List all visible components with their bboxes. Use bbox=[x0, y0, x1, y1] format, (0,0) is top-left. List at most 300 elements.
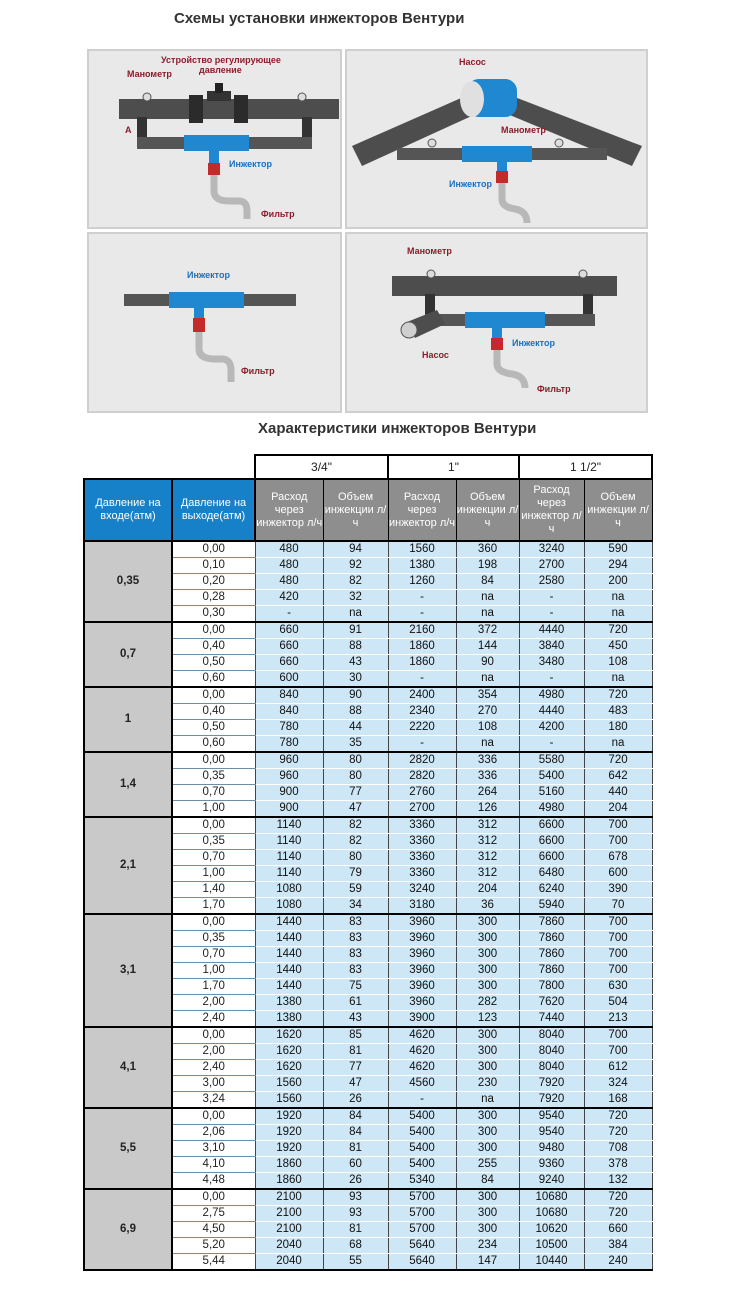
value-cell: - bbox=[255, 606, 323, 623]
outlet-pressure-cell: 1,00 bbox=[172, 801, 255, 818]
value-cell: 720 bbox=[584, 1125, 652, 1141]
value-cell: 7620 bbox=[519, 995, 584, 1011]
outlet-pressure-cell: 0,70 bbox=[172, 785, 255, 801]
filter-label: Фильтр bbox=[261, 209, 295, 219]
outlet-pressure-cell: 5,20 bbox=[172, 1238, 255, 1254]
value-cell: 3360 bbox=[388, 817, 456, 834]
value-cell: 700 bbox=[584, 1027, 652, 1044]
value-cell: 123 bbox=[456, 1011, 519, 1028]
value-cell: 5400 bbox=[388, 1157, 456, 1173]
value-cell: na bbox=[584, 590, 652, 606]
value-cell: 1260 bbox=[388, 574, 456, 590]
value-cell: 1620 bbox=[255, 1027, 323, 1044]
value-cell: 3960 bbox=[388, 963, 456, 979]
value-cell: 47 bbox=[323, 1076, 388, 1092]
value-cell: 720 bbox=[584, 687, 652, 704]
value-cell: 3960 bbox=[388, 995, 456, 1011]
value-cell: 312 bbox=[456, 834, 519, 850]
value-cell: 60 bbox=[323, 1157, 388, 1173]
outlet-pressure-cell: 0,60 bbox=[172, 671, 255, 688]
outlet-pressure-cell: 0,00 bbox=[172, 752, 255, 769]
table-row bbox=[84, 817, 652, 834]
outlet-pressure-cell: 0,40 bbox=[172, 704, 255, 720]
value-cell: 1860 bbox=[388, 639, 456, 655]
outlet-pressure-header: Давление на выходе(атм) bbox=[172, 479, 255, 541]
value-cell: - bbox=[388, 671, 456, 688]
outlet-pressure-cell: 0,00 bbox=[172, 1108, 255, 1125]
value-cell: 960 bbox=[255, 769, 323, 785]
value-cell: - bbox=[388, 736, 456, 753]
outlet-pressure-cell: 1,70 bbox=[172, 898, 255, 915]
value-cell: 79 bbox=[323, 866, 388, 882]
value-cell: 660 bbox=[255, 639, 323, 655]
value-cell: 700 bbox=[584, 947, 652, 963]
value-cell: 1080 bbox=[255, 898, 323, 915]
value-cell: 84 bbox=[323, 1125, 388, 1141]
value-cell: 840 bbox=[255, 687, 323, 704]
value-cell: 80 bbox=[323, 850, 388, 866]
value-cell: 1440 bbox=[255, 931, 323, 947]
value-cell: 480 bbox=[255, 541, 323, 558]
value-cell: 1440 bbox=[255, 963, 323, 979]
value-cell: 70 bbox=[584, 898, 652, 915]
value-cell: 83 bbox=[323, 914, 388, 931]
value-cell: 84 bbox=[323, 1108, 388, 1125]
value-cell: 80 bbox=[323, 752, 388, 769]
value-cell: 8040 bbox=[519, 1044, 584, 1060]
value-cell: 450 bbox=[584, 639, 652, 655]
value-cell: 384 bbox=[584, 1238, 652, 1254]
table-body bbox=[84, 541, 652, 1270]
outlet-pressure-cell: 1,40 bbox=[172, 882, 255, 898]
volume-header-3-4: Объем инжекции л/ч bbox=[323, 479, 388, 541]
value-cell: 83 bbox=[323, 963, 388, 979]
value-cell: 1860 bbox=[255, 1173, 323, 1190]
value-cell: 660 bbox=[255, 622, 323, 639]
value-cell: 3480 bbox=[519, 655, 584, 671]
value-cell: 80 bbox=[323, 769, 388, 785]
value-cell: 2040 bbox=[255, 1238, 323, 1254]
value-cell: 204 bbox=[456, 882, 519, 898]
outlet-pressure-cell: 0,00 bbox=[172, 1189, 255, 1206]
value-cell: 82 bbox=[323, 574, 388, 590]
value-cell: - bbox=[519, 590, 584, 606]
diagram-pump-manifold bbox=[345, 232, 648, 413]
value-cell: 81 bbox=[323, 1141, 388, 1157]
outlet-pressure-cell: 0,00 bbox=[172, 1027, 255, 1044]
value-cell: 270 bbox=[456, 704, 519, 720]
value-cell: 91 bbox=[323, 622, 388, 639]
value-cell: 1620 bbox=[255, 1060, 323, 1076]
outlet-pressure-cell: 1,70 bbox=[172, 979, 255, 995]
value-cell: 480 bbox=[255, 574, 323, 590]
value-cell: 300 bbox=[456, 979, 519, 995]
outlet-pressure-cell: 0,50 bbox=[172, 720, 255, 736]
value-cell: 780 bbox=[255, 720, 323, 736]
size-header-1-1-2: 1 1/2" bbox=[519, 455, 652, 479]
value-cell: 700 bbox=[584, 914, 652, 931]
value-cell: 43 bbox=[323, 1011, 388, 1028]
value-cell: - bbox=[519, 736, 584, 753]
value-cell: - bbox=[388, 590, 456, 606]
injector-label-2: Инжектор bbox=[449, 179, 492, 189]
value-cell: 1920 bbox=[255, 1141, 323, 1157]
filter-label-4: Фильтр bbox=[537, 384, 571, 394]
value-cell: 5580 bbox=[519, 752, 584, 769]
value-cell: 336 bbox=[456, 769, 519, 785]
schemes-title: Схемы установки инжекторов Вентури bbox=[174, 10, 465, 27]
outlet-pressure-cell: 0,50 bbox=[172, 655, 255, 671]
value-cell: 1140 bbox=[255, 834, 323, 850]
value-cell: 700 bbox=[584, 931, 652, 947]
manometer-label-2: Манометр bbox=[501, 125, 546, 135]
value-cell: 44 bbox=[323, 720, 388, 736]
value-cell: 83 bbox=[323, 931, 388, 947]
value-cell: 5160 bbox=[519, 785, 584, 801]
value-cell: na bbox=[456, 1092, 519, 1109]
value-cell: 7800 bbox=[519, 979, 584, 995]
value-cell: 1560 bbox=[255, 1092, 323, 1109]
outlet-pressure-cell: 3,10 bbox=[172, 1141, 255, 1157]
value-cell: 720 bbox=[584, 1108, 652, 1125]
value-cell: 1560 bbox=[388, 541, 456, 558]
outlet-pressure-cell: 0,00 bbox=[172, 541, 255, 558]
value-cell: 88 bbox=[323, 704, 388, 720]
value-cell: 282 bbox=[456, 995, 519, 1011]
value-cell: 1620 bbox=[255, 1044, 323, 1060]
value-cell: 10500 bbox=[519, 1238, 584, 1254]
value-cell: 1380 bbox=[255, 995, 323, 1011]
pump-label: Насос bbox=[459, 57, 486, 67]
value-cell: 3240 bbox=[388, 882, 456, 898]
value-cell: 642 bbox=[584, 769, 652, 785]
value-cell: 2160 bbox=[388, 622, 456, 639]
value-cell: - bbox=[519, 671, 584, 688]
value-cell: 240 bbox=[584, 1254, 652, 1271]
value-cell: 234 bbox=[456, 1238, 519, 1254]
value-cell: 180 bbox=[584, 720, 652, 736]
value-cell: 4560 bbox=[388, 1076, 456, 1092]
value-cell: 300 bbox=[456, 1141, 519, 1157]
inlet-pressure-cell: 1,4 bbox=[84, 752, 172, 817]
value-cell: 1380 bbox=[255, 1011, 323, 1028]
value-cell: 2580 bbox=[519, 574, 584, 590]
value-cell: - bbox=[388, 1092, 456, 1109]
value-cell: 1140 bbox=[255, 850, 323, 866]
value-cell: 1380 bbox=[388, 558, 456, 574]
value-cell: 7860 bbox=[519, 947, 584, 963]
outlet-pressure-cell: 0,35 bbox=[172, 834, 255, 850]
value-cell: 1920 bbox=[255, 1108, 323, 1125]
value-cell: 6600 bbox=[519, 850, 584, 866]
installation-diagrams bbox=[87, 49, 648, 413]
value-cell: 8040 bbox=[519, 1027, 584, 1044]
value-cell: 90 bbox=[456, 655, 519, 671]
outlet-pressure-cell: 2,75 bbox=[172, 1206, 255, 1222]
value-cell: 82 bbox=[323, 817, 388, 834]
regulator-label-2: давление bbox=[199, 65, 242, 75]
value-cell: 10440 bbox=[519, 1254, 584, 1271]
value-cell: 9360 bbox=[519, 1157, 584, 1173]
value-cell: 590 bbox=[584, 541, 652, 558]
value-cell: 5640 bbox=[388, 1254, 456, 1271]
header-blank bbox=[84, 455, 255, 479]
characteristics-title: Характеристики инжекторов Вентури bbox=[258, 420, 537, 437]
outlet-pressure-cell: 0,00 bbox=[172, 622, 255, 639]
value-cell: na bbox=[584, 671, 652, 688]
value-cell: 36 bbox=[456, 898, 519, 915]
value-cell: 300 bbox=[456, 1108, 519, 1125]
value-cell: 9540 bbox=[519, 1108, 584, 1125]
table-row bbox=[84, 622, 652, 639]
value-cell: 132 bbox=[584, 1173, 652, 1190]
value-cell: na bbox=[323, 606, 388, 623]
value-cell: 4620 bbox=[388, 1060, 456, 1076]
diagram-pump-bypass bbox=[345, 49, 648, 229]
value-cell: 7860 bbox=[519, 963, 584, 979]
value-cell: 85 bbox=[323, 1027, 388, 1044]
value-cell: - bbox=[388, 606, 456, 623]
injector-label-3: Инжектор bbox=[187, 270, 230, 280]
value-cell: 230 bbox=[456, 1076, 519, 1092]
value-cell: 2400 bbox=[388, 687, 456, 704]
value-cell: 3360 bbox=[388, 834, 456, 850]
value-cell: 378 bbox=[584, 1157, 652, 1173]
outlet-pressure-cell: 0,70 bbox=[172, 850, 255, 866]
value-cell: 720 bbox=[584, 622, 652, 639]
value-cell: 34 bbox=[323, 898, 388, 915]
value-cell: 83 bbox=[323, 947, 388, 963]
outlet-pressure-cell: 0,70 bbox=[172, 947, 255, 963]
flow-header-1-1-2: Расход через инжектор л/ч bbox=[519, 479, 584, 541]
value-cell: 300 bbox=[456, 963, 519, 979]
value-cell: 61 bbox=[323, 995, 388, 1011]
value-cell: 7440 bbox=[519, 1011, 584, 1028]
value-cell: 7920 bbox=[519, 1076, 584, 1092]
outlet-pressure-cell: 0,40 bbox=[172, 639, 255, 655]
value-cell: 75 bbox=[323, 979, 388, 995]
flow-header-1: Расход через инжектор л/ч bbox=[388, 479, 456, 541]
value-cell: 198 bbox=[456, 558, 519, 574]
value-cell: 3960 bbox=[388, 914, 456, 931]
value-cell: 10680 bbox=[519, 1206, 584, 1222]
value-cell: 3960 bbox=[388, 979, 456, 995]
value-cell: 204 bbox=[584, 801, 652, 818]
value-cell: 1860 bbox=[255, 1157, 323, 1173]
value-cell: 300 bbox=[456, 914, 519, 931]
value-cell: 300 bbox=[456, 1060, 519, 1076]
value-cell: 147 bbox=[456, 1254, 519, 1271]
table-row bbox=[84, 541, 652, 558]
pump-label-4: Насос bbox=[422, 350, 449, 360]
value-cell: 420 bbox=[255, 590, 323, 606]
value-cell: 294 bbox=[584, 558, 652, 574]
value-cell: 92 bbox=[323, 558, 388, 574]
outlet-pressure-cell: 0,60 bbox=[172, 736, 255, 753]
value-cell: 336 bbox=[456, 752, 519, 769]
value-cell: 10620 bbox=[519, 1222, 584, 1238]
outlet-pressure-cell: 3,00 bbox=[172, 1076, 255, 1092]
value-cell: 5700 bbox=[388, 1206, 456, 1222]
value-cell: 678 bbox=[584, 850, 652, 866]
value-cell: 3240 bbox=[519, 541, 584, 558]
value-cell: na bbox=[456, 590, 519, 606]
diagram-bypass-regulator bbox=[87, 49, 342, 229]
outlet-pressure-cell: 0,30 bbox=[172, 606, 255, 623]
value-cell: 4440 bbox=[519, 622, 584, 639]
value-cell: 200 bbox=[584, 574, 652, 590]
value-cell: 390 bbox=[584, 882, 652, 898]
value-cell: 354 bbox=[456, 687, 519, 704]
value-cell: 3960 bbox=[388, 931, 456, 947]
value-cell: 108 bbox=[456, 720, 519, 736]
value-cell: 47 bbox=[323, 801, 388, 818]
value-cell: 2820 bbox=[388, 752, 456, 769]
value-cell: 504 bbox=[584, 995, 652, 1011]
outlet-pressure-cell: 0,35 bbox=[172, 931, 255, 947]
value-cell: 30 bbox=[323, 671, 388, 688]
value-cell: 300 bbox=[456, 947, 519, 963]
value-cell: na bbox=[456, 671, 519, 688]
value-cell: 600 bbox=[584, 866, 652, 882]
point-a-label: A bbox=[125, 125, 132, 135]
value-cell: 2700 bbox=[388, 801, 456, 818]
size-header-1: 1" bbox=[388, 455, 519, 479]
inlet-pressure-cell: 5,5 bbox=[84, 1108, 172, 1189]
value-cell: na bbox=[584, 736, 652, 753]
value-cell: 300 bbox=[456, 931, 519, 947]
inlet-pressure-cell: 6,9 bbox=[84, 1189, 172, 1270]
value-cell: 6240 bbox=[519, 882, 584, 898]
value-cell: 7860 bbox=[519, 931, 584, 947]
value-cell: 84 bbox=[456, 1173, 519, 1190]
value-cell: 9480 bbox=[519, 1141, 584, 1157]
value-cell: 213 bbox=[584, 1011, 652, 1028]
value-cell: 1860 bbox=[388, 655, 456, 671]
value-cell: 8040 bbox=[519, 1060, 584, 1076]
value-cell: 3960 bbox=[388, 947, 456, 963]
value-cell: 77 bbox=[323, 1060, 388, 1076]
value-cell: 2100 bbox=[255, 1206, 323, 1222]
value-cell: 1140 bbox=[255, 866, 323, 882]
injector-characteristics-table bbox=[83, 454, 653, 1271]
value-cell: 960 bbox=[255, 752, 323, 769]
value-cell: 300 bbox=[456, 1206, 519, 1222]
table-row bbox=[84, 1189, 652, 1206]
value-cell: 108 bbox=[584, 655, 652, 671]
value-cell: 1440 bbox=[255, 914, 323, 931]
outlet-pressure-cell: 2,00 bbox=[172, 1044, 255, 1060]
value-cell: 720 bbox=[584, 1206, 652, 1222]
value-cell: 312 bbox=[456, 866, 519, 882]
value-cell: 82 bbox=[323, 834, 388, 850]
value-cell: 168 bbox=[584, 1092, 652, 1109]
value-cell: na bbox=[456, 606, 519, 623]
outlet-pressure-cell: 4,48 bbox=[172, 1173, 255, 1190]
value-cell: 5400 bbox=[388, 1125, 456, 1141]
value-cell: 700 bbox=[584, 817, 652, 834]
value-cell: 840 bbox=[255, 704, 323, 720]
value-cell: 600 bbox=[255, 671, 323, 688]
value-cell: 10680 bbox=[519, 1189, 584, 1206]
size-header-3-4: 3/4" bbox=[255, 455, 388, 479]
value-cell: 5400 bbox=[388, 1141, 456, 1157]
outlet-pressure-cell: 0,00 bbox=[172, 687, 255, 704]
flow-header-3-4: Расход через инжектор л/ч bbox=[255, 479, 323, 541]
outlet-pressure-cell: 4,10 bbox=[172, 1157, 255, 1173]
value-cell: 255 bbox=[456, 1157, 519, 1173]
value-cell: 5400 bbox=[519, 769, 584, 785]
injector-label: Инжектор bbox=[229, 159, 272, 169]
value-cell: 3900 bbox=[388, 1011, 456, 1028]
outlet-pressure-cell: 0,35 bbox=[172, 769, 255, 785]
value-cell: 5700 bbox=[388, 1222, 456, 1238]
manometer-label: Манометр bbox=[127, 69, 172, 79]
outlet-pressure-cell: 2,00 bbox=[172, 995, 255, 1011]
value-cell: 4980 bbox=[519, 801, 584, 818]
inlet-pressure-cell: 0,35 bbox=[84, 541, 172, 622]
value-cell: 900 bbox=[255, 785, 323, 801]
value-cell: - bbox=[519, 606, 584, 623]
value-cell: 483 bbox=[584, 704, 652, 720]
value-cell: 5700 bbox=[388, 1189, 456, 1206]
value-cell: 3360 bbox=[388, 850, 456, 866]
value-cell: 90 bbox=[323, 687, 388, 704]
filter-label-3: Фильтр bbox=[241, 366, 275, 376]
value-cell: 55 bbox=[323, 1254, 388, 1271]
value-cell: 612 bbox=[584, 1060, 652, 1076]
inlet-pressure-cell: 0,7 bbox=[84, 622, 172, 687]
value-cell: 4620 bbox=[388, 1044, 456, 1060]
injector-label-4: Инжектор bbox=[512, 338, 555, 348]
outlet-pressure-cell: 0,20 bbox=[172, 574, 255, 590]
value-cell: 300 bbox=[456, 1027, 519, 1044]
inlet-pressure-cell: 1 bbox=[84, 687, 172, 752]
value-cell: 126 bbox=[456, 801, 519, 818]
value-cell: 2700 bbox=[519, 558, 584, 574]
value-cell: na bbox=[584, 606, 652, 623]
value-cell: 35 bbox=[323, 736, 388, 753]
value-cell: 5340 bbox=[388, 1173, 456, 1190]
value-cell: 300 bbox=[456, 1125, 519, 1141]
value-cell: 84 bbox=[456, 574, 519, 590]
value-cell: 59 bbox=[323, 882, 388, 898]
value-cell: 630 bbox=[584, 979, 652, 995]
outlet-pressure-cell: 1,00 bbox=[172, 866, 255, 882]
outlet-pressure-cell: 2,40 bbox=[172, 1011, 255, 1028]
value-cell: 1440 bbox=[255, 947, 323, 963]
value-cell: 1080 bbox=[255, 882, 323, 898]
value-cell: 312 bbox=[456, 850, 519, 866]
volume-header-1-1-2: Объем инжекции л/ч bbox=[584, 479, 652, 541]
value-cell: 94 bbox=[323, 541, 388, 558]
value-cell: 4620 bbox=[388, 1027, 456, 1044]
value-cell: 3180 bbox=[388, 898, 456, 915]
value-cell: 43 bbox=[323, 655, 388, 671]
value-cell: 5940 bbox=[519, 898, 584, 915]
inlet-pressure-cell: 4,1 bbox=[84, 1027, 172, 1108]
manometer-label-4: Манометр bbox=[407, 246, 452, 256]
outlet-pressure-cell: 5,44 bbox=[172, 1254, 255, 1271]
value-cell: 312 bbox=[456, 817, 519, 834]
value-cell: 2040 bbox=[255, 1254, 323, 1271]
table-row bbox=[84, 914, 652, 931]
outlet-pressure-cell: 0,00 bbox=[172, 914, 255, 931]
outlet-pressure-cell: 0,28 bbox=[172, 590, 255, 606]
value-cell: 3360 bbox=[388, 866, 456, 882]
value-cell: 440 bbox=[584, 785, 652, 801]
value-cell: 2340 bbox=[388, 704, 456, 720]
